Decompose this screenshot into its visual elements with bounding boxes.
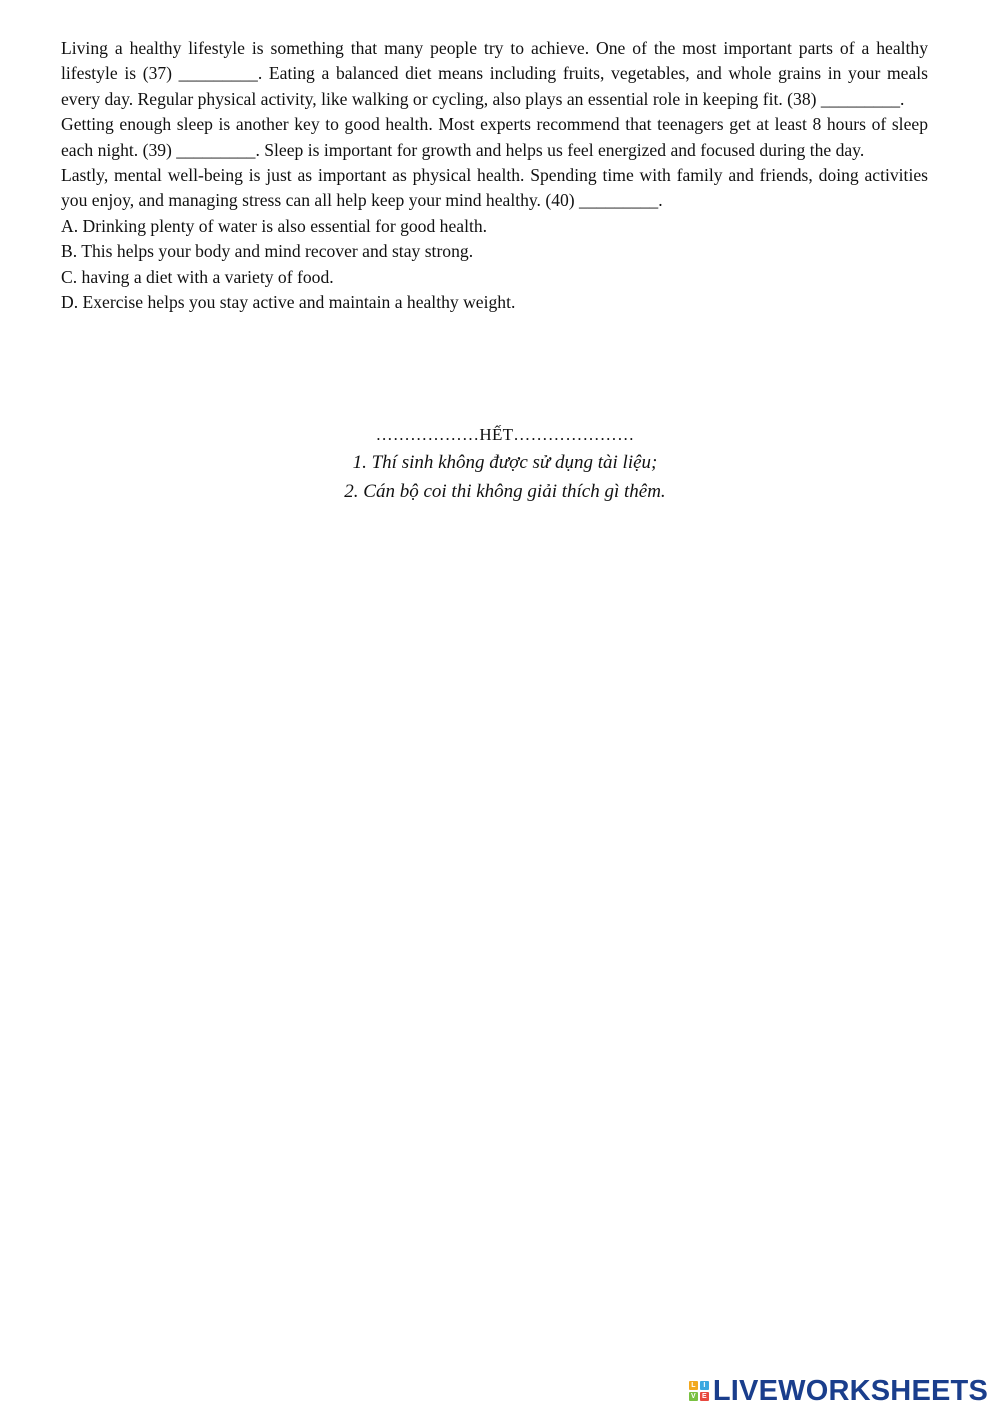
liveworksheets-logo-icon	[689, 1381, 709, 1401]
option-a: A. Drinking plenty of water is also essential for good health.	[61, 215, 488, 236]
passage-paragraph-3: Lastly, mental well-being is just as important as physical health. Spending time with family and friends, doing activities you enjoy, and managing stress can all help keep your mind healthy. (40) _________.	[61, 165, 928, 211]
option-c: C. having a diet with a variety of food.	[61, 266, 334, 287]
liveworksheets-logo	[689, 1376, 988, 1406]
logo-mark-e: E	[700, 1392, 709, 1401]
option-b: B. This helps your body and mind recover and stay strong.	[61, 241, 474, 262]
passage-paragraph-1: Living a healthy lifestyle is something that many people try to achieve. One of the most important parts of a healthy lifestyle is (37) _________. Eating a balanced diet means including fruits, vegetables, and whole grains in your meals every day. Regular physical activity, like walking or cycling, also plays an essential role in keeping fit. (38) _________.	[61, 38, 928, 109]
end-marker: ………………HẾT…………………	[375, 425, 635, 444]
option-d: D. Exercise helps you stay active and maintain a healthy weight.	[61, 292, 516, 313]
passage-paragraph-2: Getting enough sleep is another key to good health. Most experts recommend that teenagers get at least 8 hours of sleep each night. (39) _________. Sleep is important for growth and helps us feel energized and focused during the day.	[61, 114, 928, 160]
exam-footer	[0, 421, 1000, 506]
worksheet-content	[61, 36, 928, 315]
logo-text: LIVEWORKSHEETS	[712, 1375, 988, 1407]
logo-mark-i: I	[700, 1381, 709, 1390]
logo-mark-l: L	[689, 1381, 698, 1390]
exam-note-2: 2. Cán bộ coi thi không giải thích gì thêm.	[344, 480, 666, 502]
logo-mark-v: V	[689, 1392, 698, 1401]
exam-note-1: 1. Thí sinh không được sử dụng tài liệu;	[352, 452, 658, 473]
